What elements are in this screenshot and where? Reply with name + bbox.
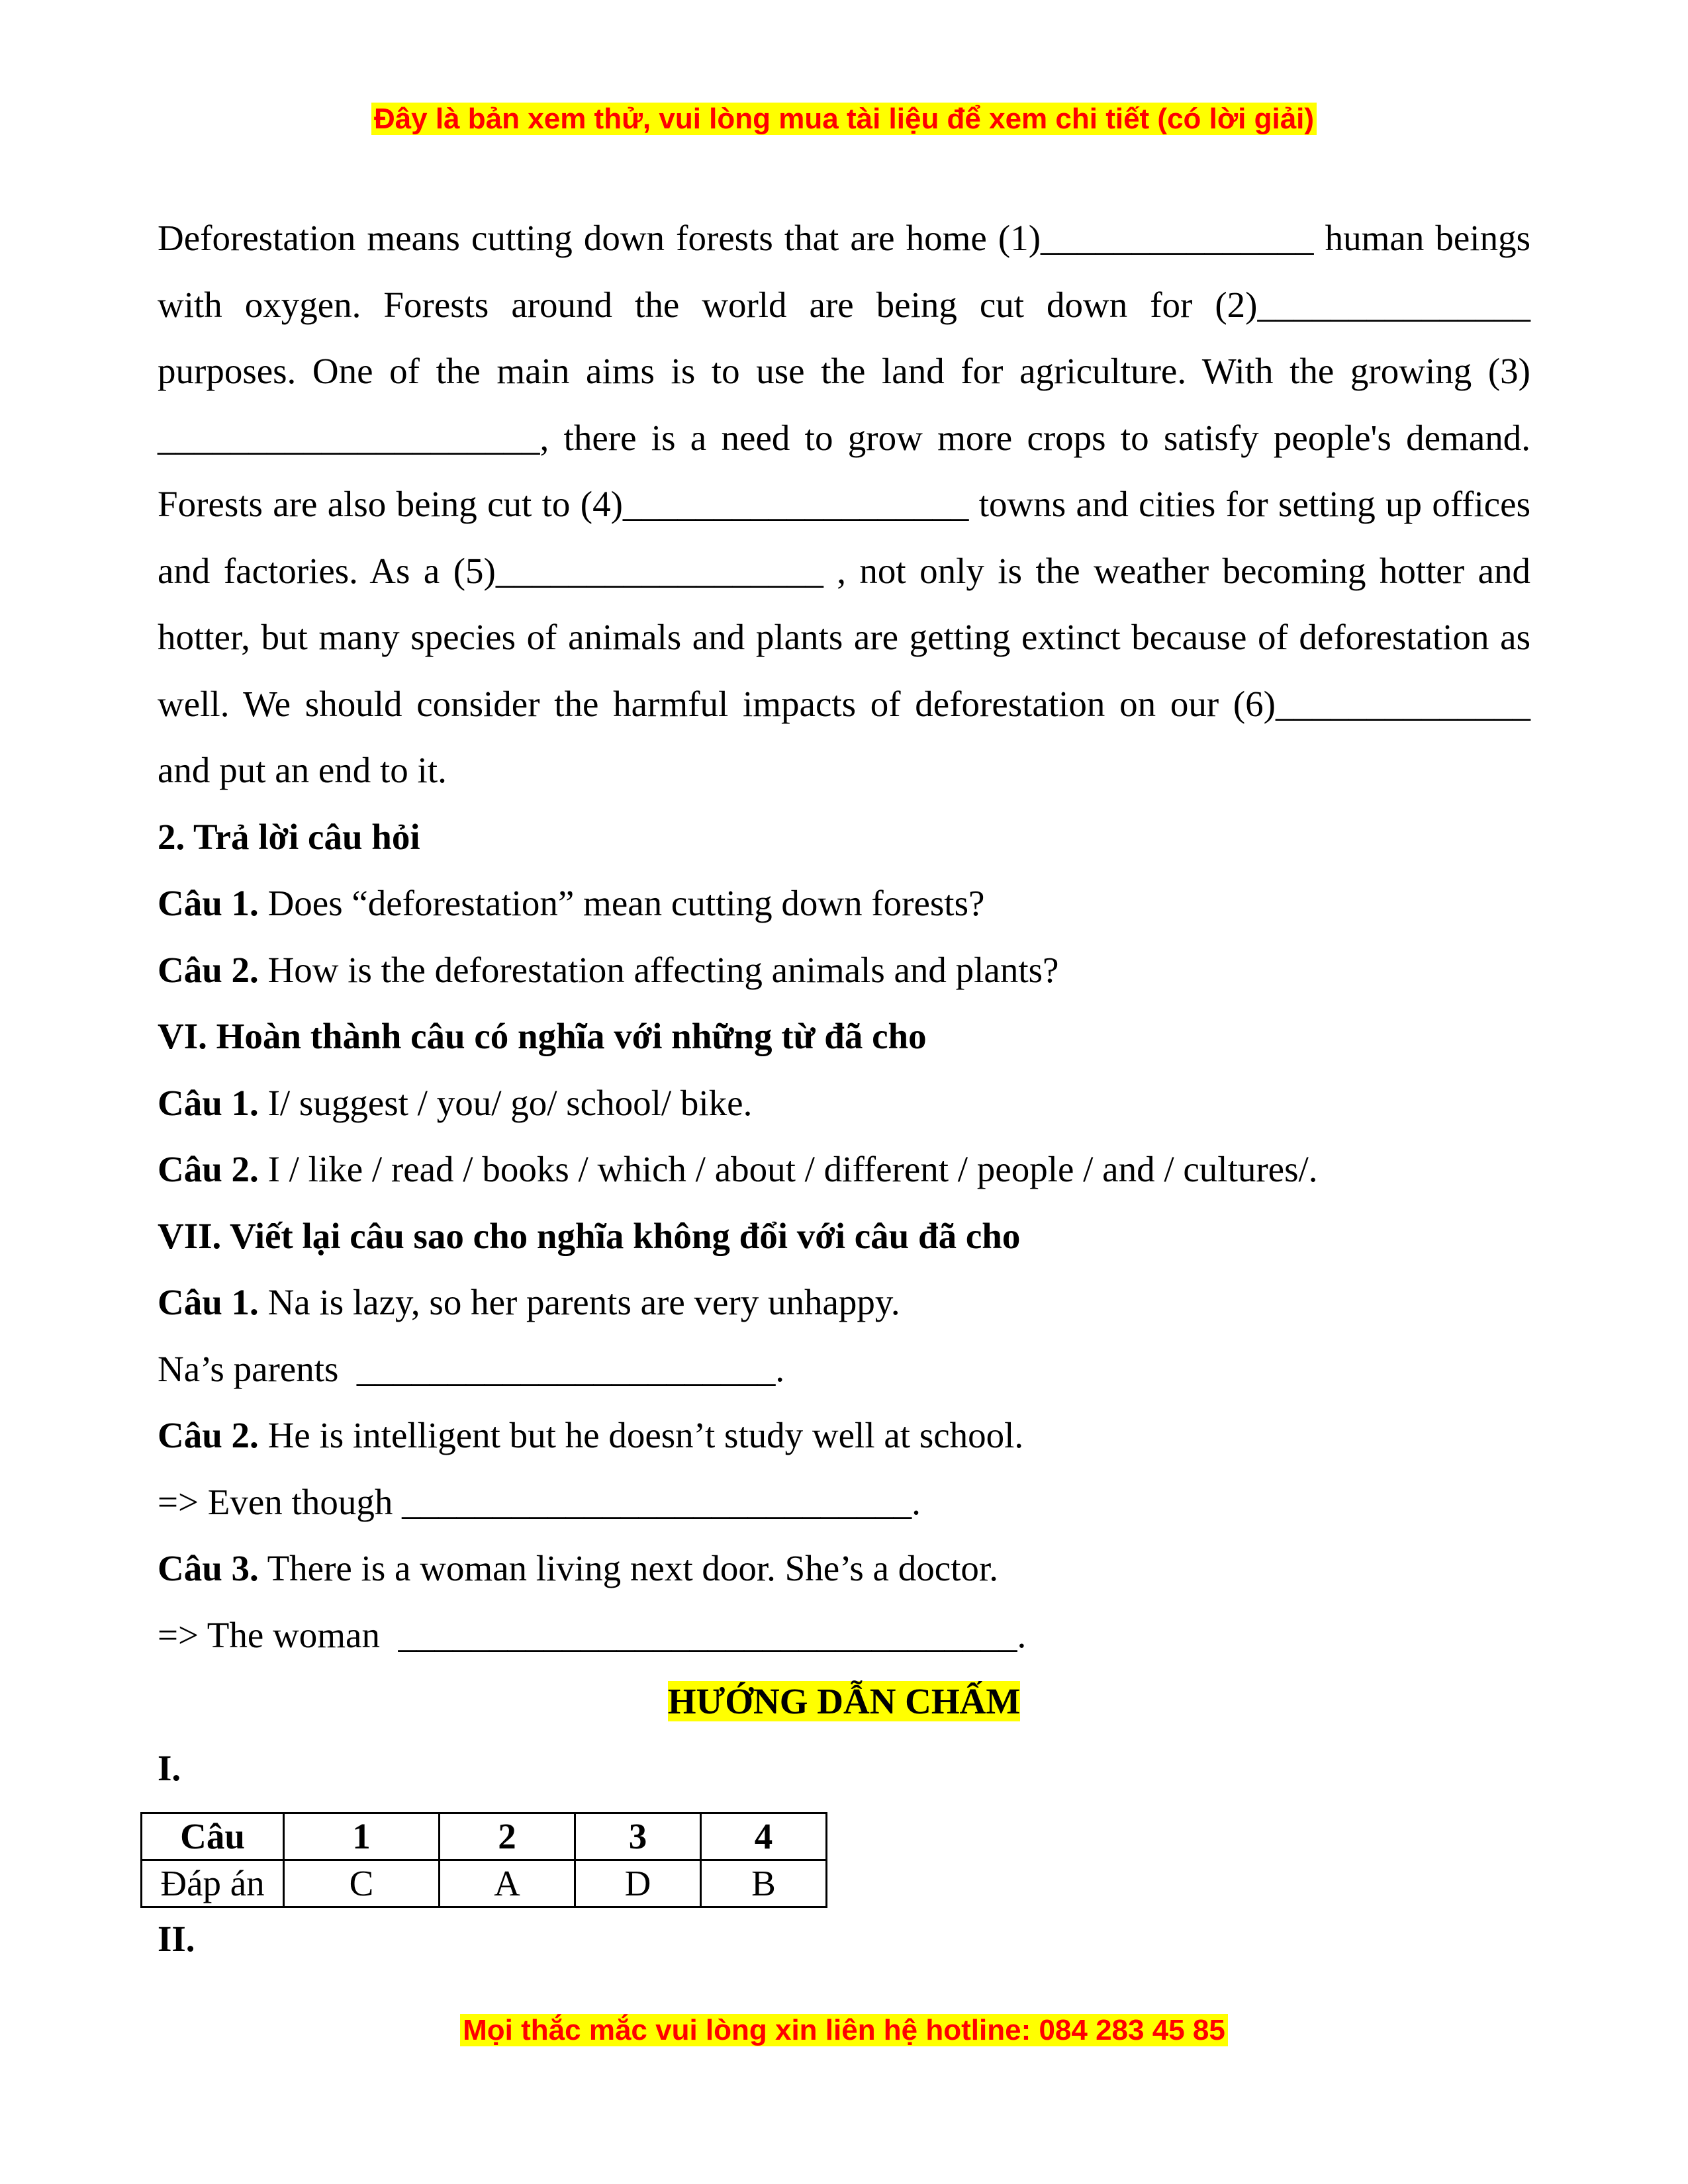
section-7-answer-line-3: => The woman __________________________________.	[158, 1614, 1027, 1655]
reading-passage: Deforestation means cutting down forests that are home (1)_______________ human beings with oxygen. Forests around the world are being cut down for (2)_______________ purposes. One of the main aims is to use the land for agriculture. With the growing (3) _____________________, there is a need to grow more crops to satisfy people's demand. Forests are also being cut to (4)___________________ towns and cities for setting up offices and factories. As a (5)__________________ , not only is the weather becoming hotter and hotter, but many species of animals and plants are getting extinct because of deforestation as well. We should consider the harmful impacts of deforestation on our (6)______________ and put an end to it.	[158, 218, 1530, 790]
header-cell: 2	[440, 1813, 575, 1860]
question-label: Câu 1.	[158, 1282, 259, 1322]
answer-key-title: HƯỚNG DẪN CHẤM	[667, 1681, 1021, 1721]
answer-cell: B	[701, 1860, 827, 1907]
answer-key-section-i: I.	[158, 1747, 181, 1788]
section-6-question-1	[158, 1070, 1530, 1137]
section-2-title: 2. Trả lời câu hỏi	[158, 816, 420, 857]
answer-table-row	[142, 1860, 827, 1907]
question-label: Câu 2.	[158, 1415, 259, 1455]
hotline-text: Mọi thắc mắc vui lòng xin liên hệ hotline: 084 283 45 85	[460, 2014, 1228, 2046]
question-text: Na is lazy, so her parents are very unhappy.	[258, 1282, 900, 1322]
section-7-question-3	[158, 1535, 1530, 1602]
section-7-answer-line-1: Na’s parents _______________________.	[158, 1348, 785, 1389]
answer-cell: C	[284, 1860, 440, 1907]
hotline-banner	[0, 2011, 1688, 2050]
answer-key-title-row	[158, 1668, 1530, 1735]
section-7-title: VII. Viết lại câu sao cho nghĩa không đổi với câu đã cho	[158, 1215, 1021, 1256]
question-label: Câu 2.	[158, 1149, 259, 1189]
header-cell: 3	[575, 1813, 701, 1860]
answer-cell: D	[575, 1860, 701, 1907]
question-text: He is intelligent but he doesn’t study well at school.	[258, 1415, 1024, 1455]
question-text: I/ suggest / you/ go/ school/ bike.	[258, 1082, 753, 1123]
section-7-question-2	[158, 1402, 1530, 1469]
header-cell: 4	[701, 1813, 827, 1860]
section-7-answer-line-2: => Even though ____________________________.	[158, 1481, 921, 1522]
answer-cell: A	[440, 1860, 575, 1907]
answer-table	[140, 1812, 827, 1908]
row-label-cell: Đáp án	[142, 1860, 284, 1907]
question-label: Câu 1.	[158, 1082, 259, 1123]
question-text: How is the deforestation affecting animals and plants?	[258, 949, 1059, 990]
section-6-question-2	[158, 1136, 1530, 1203]
question-text: Does “deforestation” mean cutting down forests?	[258, 883, 985, 923]
document-body	[158, 205, 1530, 1801]
question-text: There is a woman living next door. She’s a doctor.	[258, 1548, 998, 1588]
header-cell: Câu	[142, 1813, 284, 1860]
section-7-question-1	[158, 1269, 1530, 1336]
preview-notice-text: Đây là bản xem thử, vui lòng mua tài liệu để xem chi tiết (có lời giải)	[371, 103, 1317, 135]
question-label: Câu 1.	[158, 883, 259, 923]
question-label: Câu 2.	[158, 949, 259, 990]
answer-table-header-row	[142, 1813, 827, 1860]
section-2-question-1	[158, 870, 1530, 937]
question-label: Câu 3.	[158, 1548, 259, 1588]
preview-notice-banner	[0, 99, 1688, 139]
section-2-question-2	[158, 937, 1530, 1004]
section-6-title: VI. Hoàn thành câu có nghĩa với những từ đã cho	[158, 1016, 927, 1056]
header-cell: 1	[284, 1813, 440, 1860]
answer-key-section-ii: II.	[158, 1919, 195, 1959]
question-text: I / like / read / books / which / about / different / people / and / cultures/.	[258, 1149, 1318, 1189]
